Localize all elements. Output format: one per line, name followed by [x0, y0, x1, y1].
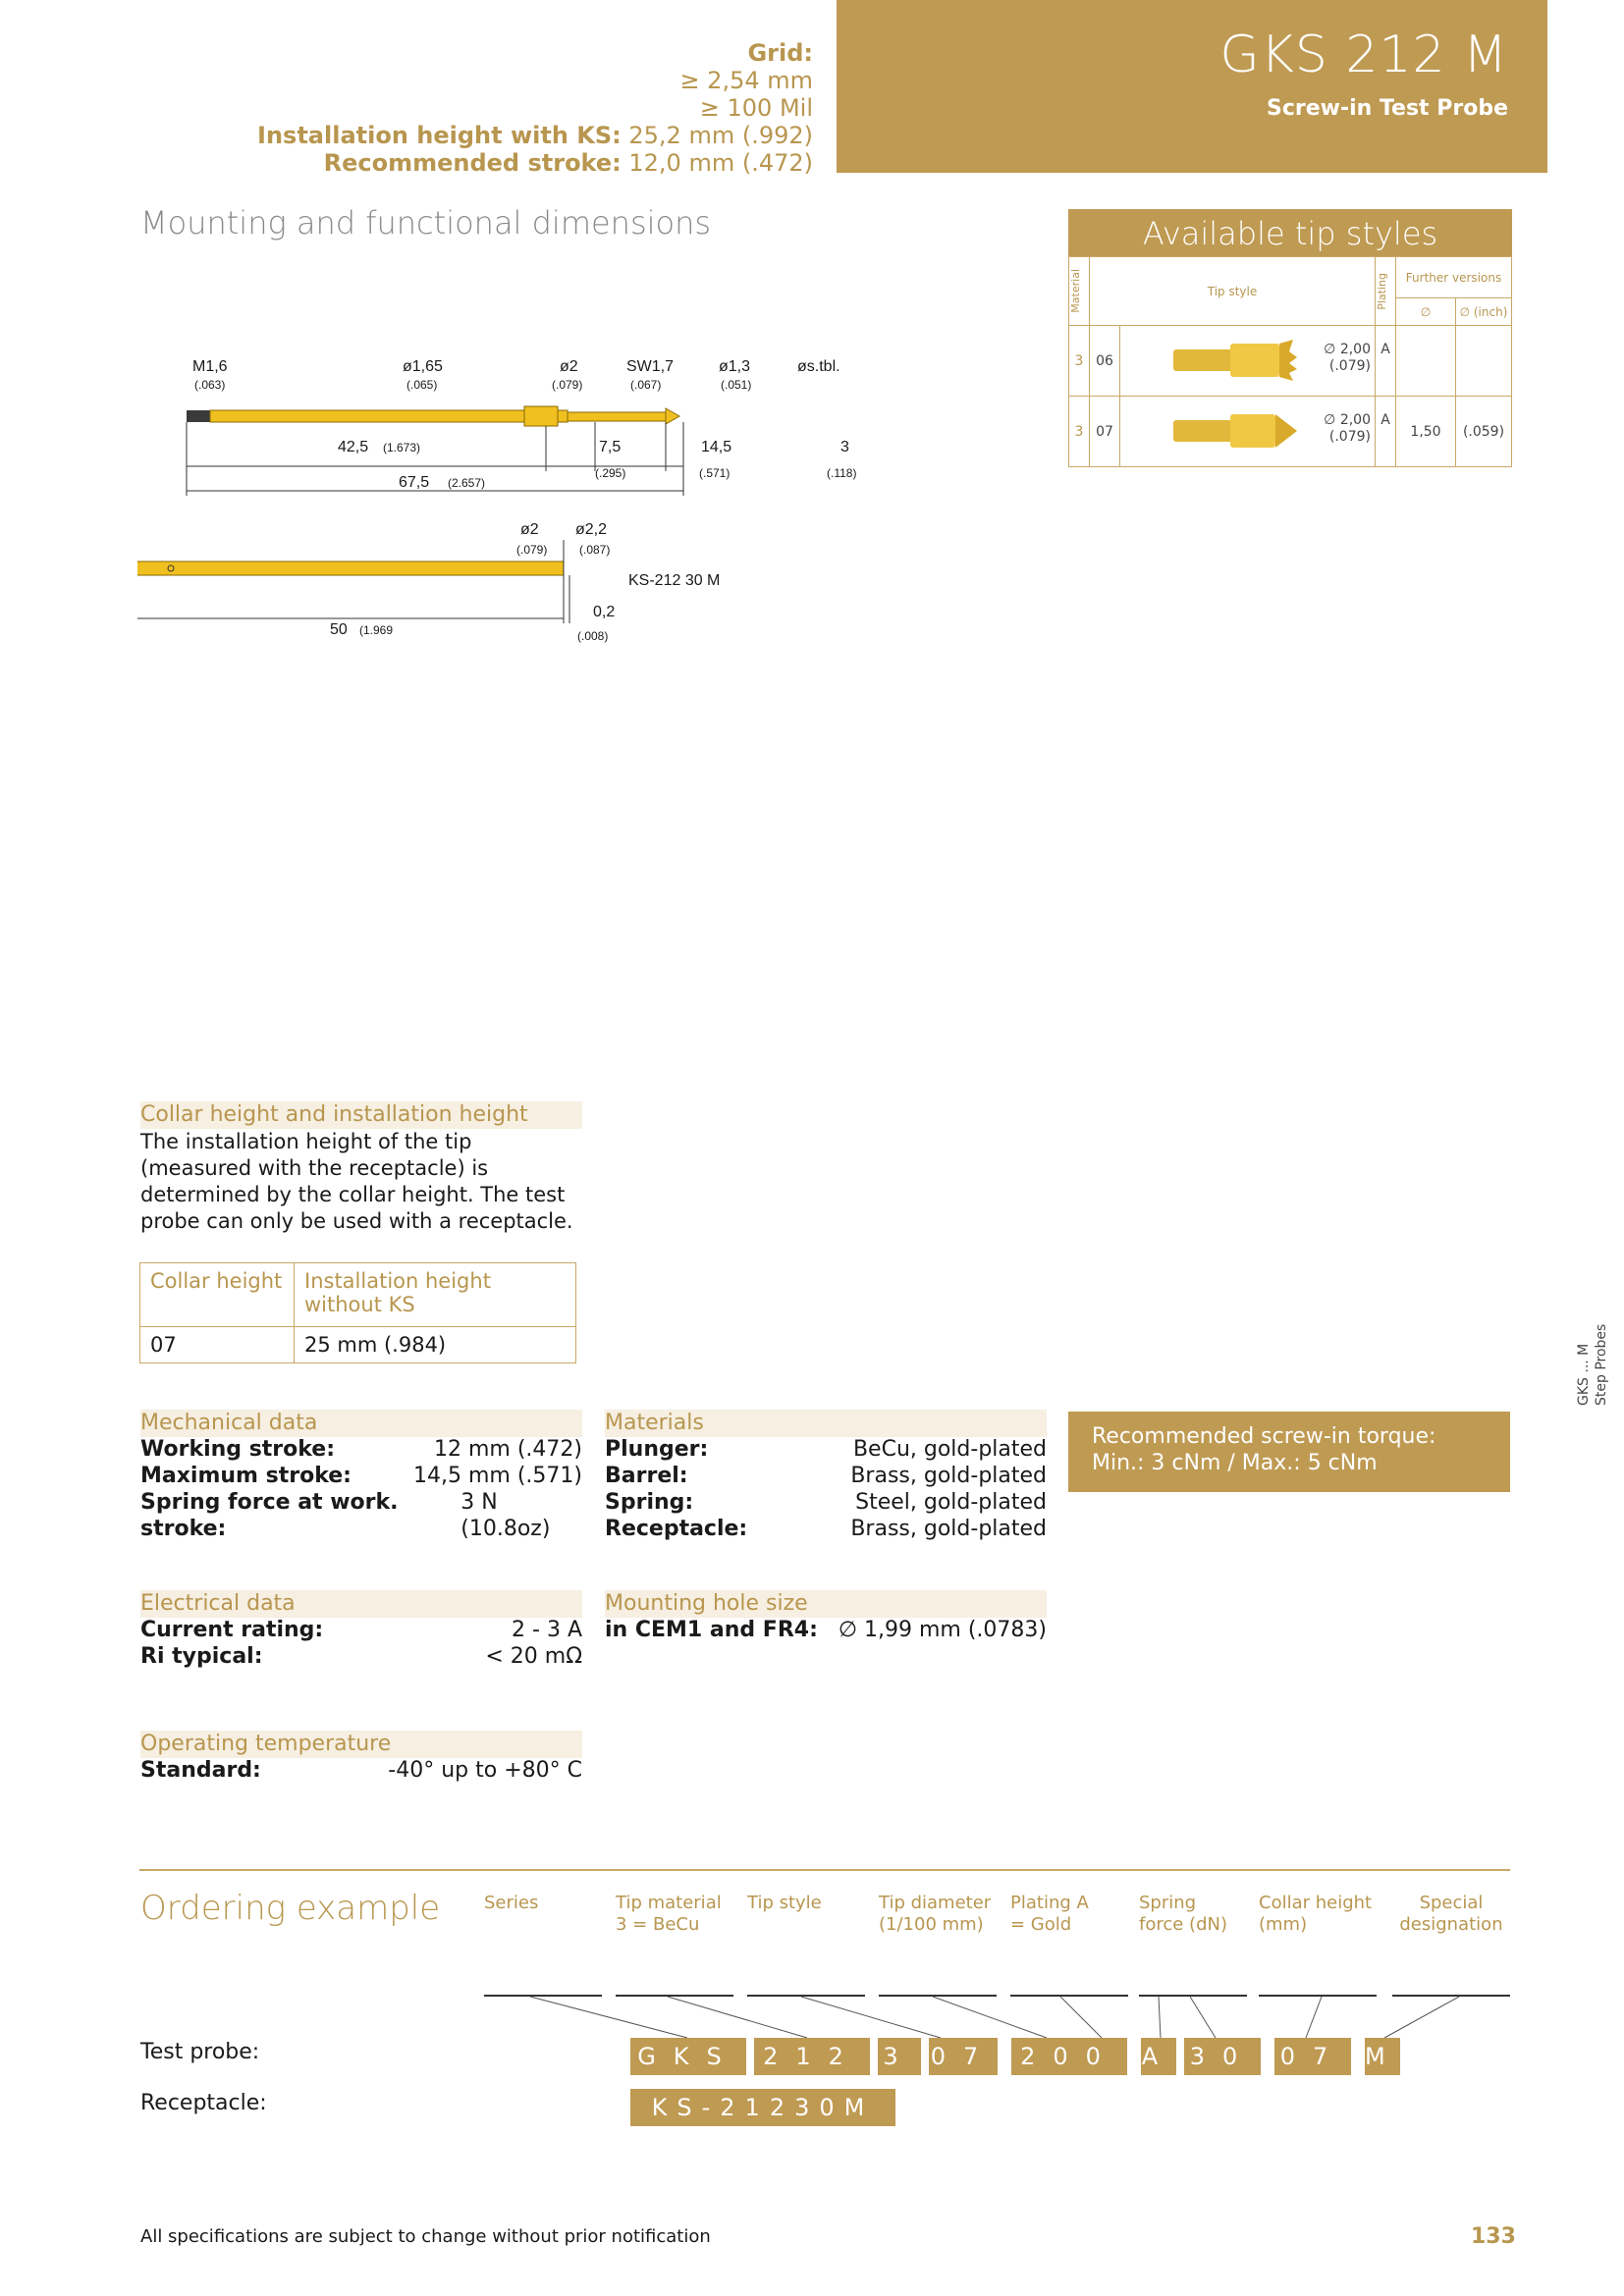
row-label: Maximum stroke:	[140, 1464, 352, 1488]
dim-label: 42,5	[338, 439, 369, 455]
code-tip-style: 07	[929, 2038, 998, 2075]
order-col-label: Plating A = Gold	[1010, 1893, 1089, 1935]
row-label: Receptacle:	[605, 1517, 748, 1541]
dim-label: (.065)	[406, 378, 438, 392]
code-spring-force: 30	[1184, 2038, 1261, 2075]
crown-tip-icon	[1171, 336, 1348, 385]
order-col-label: Tip material 3 = BeCu	[616, 1893, 722, 1935]
dim-label: 7,5	[599, 439, 622, 455]
data-row	[140, 1757, 582, 1784]
tip-code: 06	[1096, 352, 1113, 369]
materials-title: Materials	[605, 1410, 1047, 1437]
col-further-versions: Further versions	[1405, 270, 1502, 285]
side-label	[1575, 1323, 1610, 1406]
data-row	[140, 1436, 582, 1463]
dim-label: ø1,3	[719, 358, 751, 375]
install-label: Installation height with KS:	[257, 122, 622, 149]
tip-row	[1069, 326, 1512, 397]
data-row	[605, 1436, 1047, 1463]
dim-label: (.079)	[552, 378, 583, 392]
thread-part	[187, 410, 210, 422]
receptacle-label: (.087)	[579, 543, 611, 557]
receptacle-label: (.008)	[577, 629, 609, 643]
dim-label: (.295)	[595, 466, 626, 480]
data-row	[605, 1463, 1047, 1489]
tip-dia: ∅ 2,00	[1324, 412, 1371, 428]
tip-styles-table	[1068, 256, 1512, 467]
dim-label: (2.657)	[448, 476, 486, 490]
receptacle-label: 50	[330, 621, 348, 638]
torque-line2: Min.: 3 cNm / Max.: 5 cNm	[1092, 1451, 1378, 1475]
header-banner	[837, 0, 1547, 173]
tip-part	[666, 408, 679, 424]
data-row	[605, 1516, 1047, 1542]
side-label-line1: GKS ... M	[1576, 1343, 1592, 1406]
product-subtitle: Screw-in Test Probe	[1266, 96, 1508, 121]
barrel-part	[210, 410, 524, 422]
tip-material: 3	[1074, 423, 1084, 440]
col-material: Material	[1069, 269, 1082, 313]
tip-code: 07	[1096, 423, 1113, 440]
dim-label: (.067)	[630, 378, 662, 392]
tip-styles-panel	[1068, 209, 1512, 467]
row-value: 3 N (10.8oz)	[460, 1490, 551, 1541]
col-plating: Plating	[1376, 272, 1388, 310]
row-value: Brass, gold-plated	[850, 1517, 1047, 1541]
receptacle-name: KS-212 30 M	[628, 572, 721, 589]
order-col-label: Collar height (mm)	[1259, 1893, 1373, 1935]
dim-label: (.118)	[827, 466, 857, 480]
collar-value: 07	[140, 1327, 295, 1363]
dim-label: (1.673)	[383, 441, 421, 454]
code-series: GKS	[630, 2038, 746, 2075]
dim-label: 3	[840, 439, 849, 455]
order-col-label: Series	[484, 1893, 539, 1913]
order-col-label: Tip diameter (1/100 mm)	[879, 1893, 992, 1935]
receptacle-label: 0,2	[593, 604, 616, 620]
connector-lines	[0, 1997, 1624, 2040]
dim-label: øs.tbl.	[797, 358, 840, 375]
install-value: 25,2 mm (.992)	[621, 122, 813, 149]
tip-dia-inch: (.079)	[1328, 358, 1371, 374]
ordering-title: Ordering example	[140, 1889, 441, 1928]
pyramid-tip-icon	[1171, 406, 1348, 455]
tip-fv-inch: (.059)	[1462, 423, 1505, 440]
grid-label: Grid:	[747, 39, 813, 67]
install-value: 25 mm (.984)	[295, 1327, 576, 1363]
col-dia-inch: ∅ (inch)	[1459, 304, 1508, 319]
order-col-label: Special designation	[1399, 1893, 1503, 1935]
col-tip-style: Tip style	[1207, 284, 1258, 298]
code-material: 3	[878, 2038, 921, 2075]
dim-label: ø1,65	[403, 358, 443, 375]
row-label: Spring:	[605, 1490, 694, 1515]
row-label: Plunger:	[605, 1437, 709, 1462]
order-col-label: Tip style	[747, 1893, 822, 1913]
collar-text: The installation height of the tip (measured with the receptacle) is determined by the collar height. The test probe can only be used with a receptacle.	[140, 1130, 573, 1233]
row-label: in CEM1 and FR4:	[605, 1618, 818, 1642]
row-value: BeCu, gold-plated	[852, 1437, 1047, 1462]
col-dia: ∅	[1420, 304, 1432, 319]
divider	[139, 1869, 1510, 1871]
receptacle-label: Receptacle:	[140, 2091, 267, 2115]
dim-label: (.571)	[699, 466, 731, 480]
footer-note: All specifications are subject to change without prior notification	[140, 2226, 711, 2247]
dimension-drawing	[137, 353, 884, 667]
row-label: Standard:	[140, 1758, 261, 1783]
code-tip-diameter: 200	[1011, 2038, 1127, 2075]
dim-label: M1,6	[192, 358, 228, 375]
tip-fv-dia: 1,50	[1410, 423, 1441, 440]
torque-line1: Recommended screw-in torque:	[1092, 1424, 1436, 1449]
page-number: 133	[1471, 2224, 1516, 2249]
collar-part	[524, 406, 558, 426]
torque-box	[1068, 1412, 1510, 1492]
grid-mm: ≥ 2,54 mm	[679, 67, 813, 94]
tip-dia-inch: (.079)	[1328, 429, 1371, 445]
row-label: Ri typical:	[140, 1644, 263, 1669]
section-title: Mounting and functional dimensions	[140, 204, 712, 241]
tip-material: 3	[1074, 352, 1084, 369]
dim-label: SW1,7	[626, 358, 675, 375]
data-row	[140, 1489, 582, 1542]
data-row	[140, 1643, 582, 1670]
plunger-part	[568, 412, 666, 421]
receptacle-label: (.079)	[516, 543, 548, 557]
install-col-header: Installation height without KS	[295, 1263, 576, 1327]
dim-label: (.063)	[194, 378, 226, 392]
stroke-value: 12,0 mm (.472)	[621, 149, 813, 177]
collar-table	[139, 1262, 576, 1363]
dim-label: ø2	[560, 358, 578, 375]
side-label-line2: Step Probes	[1594, 1323, 1609, 1406]
grid-mil: ≥ 100 Mil	[699, 94, 813, 122]
grid-info	[257, 39, 813, 177]
row-label: Barrel:	[605, 1464, 688, 1488]
data-row	[605, 1617, 1047, 1643]
receptacle-code: KS-21230M	[630, 2089, 895, 2126]
tip-styles-title: Available tip styles	[1068, 209, 1512, 256]
order-col-label: Spring force (dN)	[1139, 1893, 1227, 1935]
receptacle-label: ø2,2	[575, 521, 608, 538]
dim-label: (.051)	[721, 378, 752, 392]
code-special: M	[1365, 2038, 1400, 2075]
code-plating: A	[1141, 2038, 1176, 2075]
electrical-title: Electrical data	[140, 1590, 582, 1618]
test-probe-label: Test probe:	[140, 2040, 260, 2064]
row-label: Current rating:	[140, 1618, 324, 1642]
code-collar-height: 07	[1274, 2038, 1351, 2075]
dim-label: 14,5	[701, 439, 732, 455]
product-title: GKS 212 M	[1219, 26, 1508, 84]
data-row	[605, 1489, 1047, 1516]
data-row	[140, 1617, 582, 1643]
tip-plating: A	[1380, 412, 1390, 428]
row-value: Brass, gold-plated	[850, 1464, 1047, 1488]
row-value: 14,5 mm (.571)	[413, 1464, 582, 1488]
mechanical-title: Mechanical data	[140, 1410, 582, 1437]
dim-label: 67,5	[399, 474, 430, 491]
collar-col-header: Collar height	[140, 1263, 295, 1327]
row-value: 12 mm (.472)	[434, 1437, 582, 1462]
receptacle-label: (1.969	[359, 623, 394, 637]
hex-part	[558, 410, 568, 422]
row-label: Working stroke:	[140, 1437, 336, 1462]
tip-row	[1069, 397, 1512, 467]
row-value: < 20 mΩ	[485, 1644, 582, 1669]
data-row	[140, 1463, 582, 1489]
row-value: ∅ 1,99 mm (.0783)	[838, 1618, 1047, 1642]
tip-plating: A	[1380, 342, 1390, 357]
mounting-hole-title: Mounting hole size	[605, 1590, 1047, 1618]
stroke-label: Recommended stroke:	[323, 149, 622, 177]
collar-title: Collar height and installation height	[140, 1101, 582, 1129]
tip-dia: ∅ 2,00	[1324, 342, 1371, 357]
row-label: Spring force at work. stroke:	[140, 1490, 399, 1541]
row-value: 2 - 3 A	[512, 1618, 582, 1642]
temperature-title: Operating temperature	[140, 1731, 582, 1758]
row-value: Steel, gold-plated	[855, 1490, 1047, 1515]
row-value: -40° up to +80° C	[388, 1758, 582, 1783]
code-tip-material: 212	[754, 2038, 870, 2075]
receptacle-label: ø2	[520, 521, 539, 538]
